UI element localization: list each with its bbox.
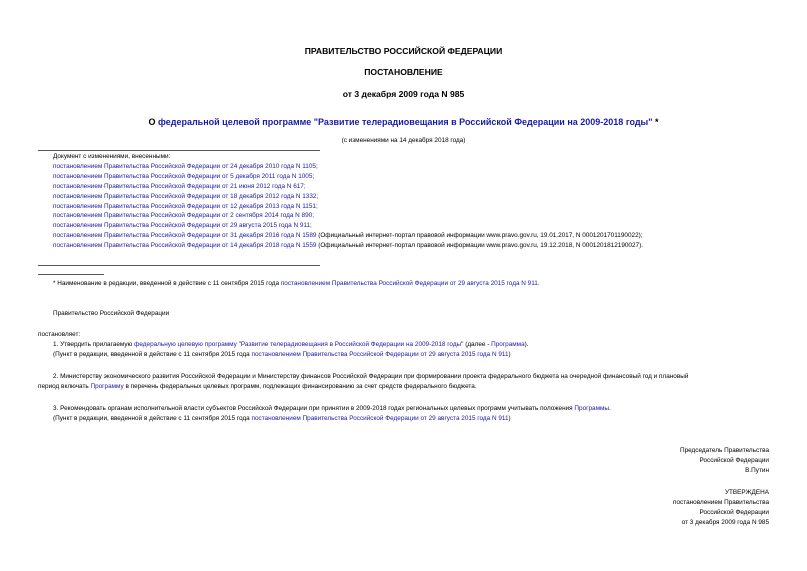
- p1-note-link[interactable]: постановлением Правительства Российской Федерации от 29 августа 2015 года N 911: [251, 351, 509, 358]
- header-org: ПРАВИТЕЛЬСТВО РОССИЙСКОЙ ФЕДЕРАЦИИ: [304, 46, 503, 56]
- p3-note-text: (Пункт в редакции, введенной в действие с 11 сентября 2015 года: [53, 415, 252, 422]
- separator-bottom: [38, 265, 320, 266]
- list-item: [53, 221, 643, 231]
- p1-text: ": [236, 341, 241, 348]
- p3-text: 3. Рекомендовать органам исполнительной власти субъектов Российской Федерации при принятии в 2009-2018 годах региональных целевых программ учитывать положения: [53, 405, 575, 412]
- p1-program-ref-link[interactable]: Программа: [491, 341, 525, 348]
- change-tail: (Официальный интернет-портал правовой информации www.pravo.gov.ru, 19.01.2017, N 0001201701190022);: [316, 232, 643, 240]
- header-doc-type: ПОСТАНОВЛЕНИЕ: [364, 67, 443, 77]
- change-link[interactable]: постановлением Правительства Российской Федерации от 12 декабря 2013 года N 1151;: [53, 202, 318, 210]
- title-suffix: *: [652, 117, 659, 127]
- list-item: [53, 162, 643, 172]
- change-tail: (Официальный интернет-портал правовой информации www.pravo.gov.ru, 19.12.2018, N 0001201812190027).: [316, 242, 644, 250]
- p1-note-text: (Пункт в редакции, введенной в действие с 11 сентября 2015 года: [53, 351, 252, 358]
- footnote-end: .: [537, 280, 540, 287]
- list-item: [53, 241, 643, 251]
- signature-line-2: Российской Федерации: [699, 457, 769, 464]
- paragraph-2-line2: [38, 382, 477, 392]
- p2-text: в перечень федеральных целевых программ, подлежащих финансированию за счет средств федерального бюджета.: [123, 383, 477, 390]
- header-date-number: от 3 декабря 2009 года N 985: [342, 89, 465, 99]
- p2-program-link[interactable]: Программу: [90, 383, 124, 390]
- title-link[interactable]: федеральной целевой программе "Развитие телерадиовещания в Российской Федерации на 2009-2018 годы": [157, 117, 653, 127]
- separator-top: [38, 150, 320, 151]
- paragraph-1-note: [53, 350, 511, 360]
- signature-line-1: Председатель Правительства: [680, 447, 769, 454]
- title-prefix: О: [148, 117, 158, 127]
- p1-text: " (далее -: [461, 341, 492, 348]
- paragraph-1: [53, 340, 529, 350]
- list-item: [53, 172, 643, 182]
- change-link[interactable]: постановлением Правительства Российской Федерации от 14 декабря 2018 года N 1559: [53, 242, 317, 250]
- p1-program-link[interactable]: федеральную целевую программу: [134, 341, 237, 348]
- p3-program-link[interactable]: Программы: [574, 405, 609, 412]
- approval-line-1: УТВЕРЖДЕНА: [724, 489, 769, 496]
- change-link[interactable]: постановлением Правительства Российской Федерации от 21 июня 2012 года N 617;: [53, 182, 306, 190]
- list-item: [53, 211, 643, 221]
- approval-line-4: от 3 декабря 2009 года N 985: [681, 519, 769, 526]
- resolves-line: постановляет:: [38, 331, 81, 338]
- edition-note: (с изменениями на 14 декабря 2018 года): [341, 137, 466, 144]
- list-item: [53, 231, 643, 241]
- change-link[interactable]: постановлением Правительства Российской Федерации от 2 сентября 2014 года N 890;: [53, 212, 314, 220]
- document-title: [0, 117, 807, 127]
- list-item: [53, 202, 643, 212]
- change-link[interactable]: постановлением Правительства Российской Федерации от 31 декабря 2016 года N 1589: [53, 232, 317, 240]
- p1-text: ).: [524, 341, 529, 348]
- change-link[interactable]: постановлением Правительства Российской Федерации от 18 декабря 2012 года N 1332;: [53, 192, 319, 200]
- change-link[interactable]: постановлением Правительства Российской Федерации от 29 августа 2015 года N 911;: [53, 222, 312, 230]
- p1-note-text: ): [508, 351, 511, 358]
- approval-line-3: Российской Федерации: [699, 509, 769, 516]
- change-link[interactable]: постановлением Правительства Российской Федерации от 5 декабря 2011 года N 1005;: [53, 172, 315, 180]
- signature-line-3: В.Путин: [745, 467, 769, 474]
- p3-note-link[interactable]: постановлением Правительства Российской Федерации от 29 августа 2015 года N 911: [251, 415, 509, 422]
- p2-text: период включать: [38, 383, 91, 390]
- p3-text: .: [608, 405, 611, 412]
- footnote-separator: [38, 274, 104, 275]
- p3-note-text: ): [508, 415, 511, 422]
- footnote-text: * Наименование в редакции, введенной в действие с 11 сентября 2015 года: [53, 280, 281, 287]
- paragraph-2-line1: 2. Министерству экономического развития Российской Федерации и Министерству финансов Российской Федерации при формировании проекта федерального бюджета на очередной финансовый год и плановый: [53, 373, 689, 380]
- p1-text: 1. Утвердить прилагаемую: [53, 341, 135, 348]
- government-line: Правительство Российской Федерации: [53, 310, 170, 317]
- paragraph-3-note: [53, 414, 511, 424]
- change-link[interactable]: постановлением Правительства Российской Федерации от 24 декабря 2010 года N 1105;: [53, 163, 318, 170]
- footnote: [53, 279, 540, 288]
- paragraph-3: [53, 404, 611, 414]
- list-item: [53, 192, 643, 202]
- footnote-link[interactable]: постановлением Правительства Российской Федерации от 29 августа 2015 года N 911: [280, 280, 538, 287]
- changes-list: [53, 162, 643, 251]
- p1-title-link[interactable]: Развитие телерадиовещания в Российской Федерации на 2009-2018 годы: [240, 341, 462, 348]
- changes-intro: Документ с изменениями, внесенными:: [53, 153, 171, 160]
- approval-line-2: постановлением Правительства: [673, 499, 769, 506]
- list-item: [53, 182, 643, 192]
